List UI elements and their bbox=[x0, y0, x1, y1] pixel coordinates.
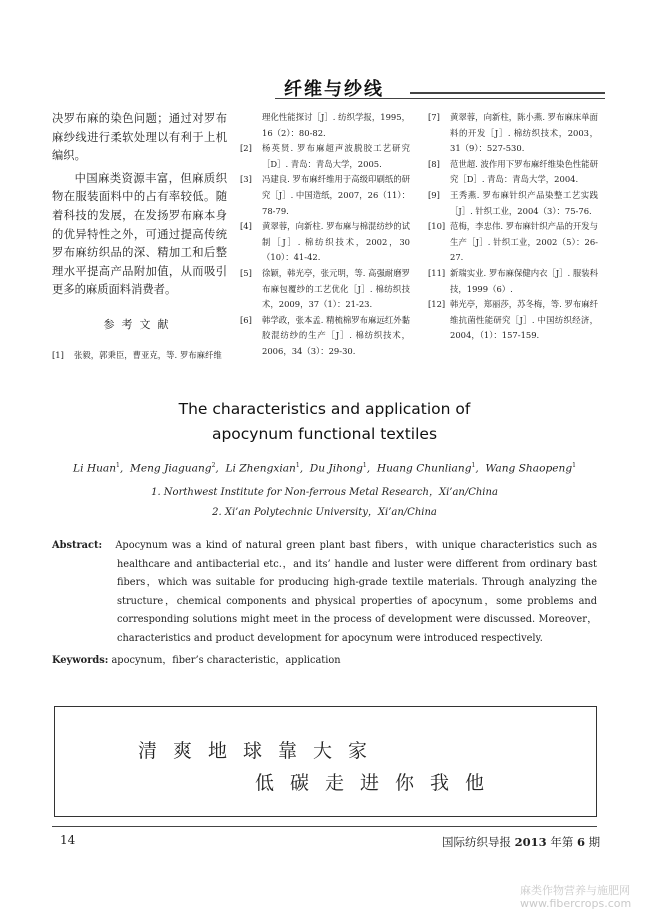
reference-number: [9] bbox=[428, 189, 440, 200]
reference-text: 韩学政，张本孟. 精梳棉罗布麻远红外黏胶混纺纱的生产［J］. 棉纺织技术，2006，34（3）：29-30. bbox=[262, 314, 410, 356]
section-title: 纤维与纱线 bbox=[284, 79, 384, 100]
reference-text: 杨英贤. 罗布麻超声波脱胶工艺研究［D］. 青岛：青岛大学，2005. bbox=[262, 143, 410, 169]
reference-number: [4] bbox=[240, 221, 252, 232]
journal-year: 2013 bbox=[514, 835, 547, 849]
footer-rule bbox=[52, 826, 597, 827]
reference-4 bbox=[240, 219, 410, 266]
author-name: Du Jihong bbox=[309, 462, 363, 475]
reference-text: 黄翠蓉，向新柱，陈小燕. 罗布麻床单面料的开发［J］. 棉纺织技术，2003，31（9）：527-530. bbox=[450, 112, 598, 154]
abstract-label: Abstract: bbox=[52, 540, 103, 551]
reference-11 bbox=[428, 266, 598, 297]
author-name: Li Huan bbox=[73, 462, 117, 475]
english-title bbox=[0, 397, 649, 447]
author-name: Huang Chunliang bbox=[376, 462, 472, 475]
header-rule bbox=[275, 98, 410, 99]
references-middle-column bbox=[240, 110, 410, 360]
reference-12 bbox=[428, 297, 598, 344]
reference-9 bbox=[428, 188, 598, 219]
reference-number: [1] bbox=[52, 350, 64, 360]
author-affiliation-mark: 1 bbox=[295, 462, 300, 469]
body-paragraph: 决罗布麻的染色问题；通过对罗布麻纱线进行柔软处理以有利于上机编织。 bbox=[52, 112, 227, 163]
abstract bbox=[52, 537, 597, 649]
reference-number: [12] bbox=[428, 299, 446, 310]
reference-number: [7] bbox=[428, 112, 440, 122]
reference-number: [5] bbox=[240, 267, 252, 278]
reference-1 bbox=[52, 348, 232, 364]
author-affiliation-mark: 1 bbox=[362, 462, 367, 469]
slogan-line-1: 清爽地球靠大家 bbox=[138, 740, 384, 762]
reference-text: 张毅，郭秉臣，曹亚克，等. 罗布麻纤维 bbox=[74, 350, 222, 360]
author-name: Li Zhengxian bbox=[225, 462, 296, 475]
reference-5 bbox=[240, 266, 410, 313]
journal-issue: 6 bbox=[576, 835, 585, 849]
author-affiliation-mark: 1 bbox=[471, 462, 476, 469]
journal-citation bbox=[442, 834, 600, 850]
reference-text: 范世超. 波作用下罗布麻纤维染色性能研究［D］. 青岛：青岛大学，2004. bbox=[450, 158, 598, 185]
reference-text: 黄翠蓉，向新柱. 罗布麻与棉混纺纱的试制［J］. 棉纺织技术，2002，30（10）：41-42. bbox=[262, 221, 410, 263]
reference-number: [3] bbox=[240, 174, 252, 185]
reference-text: 新瑞实业. 罗布麻保健内衣［J］. 服装科技，1999（6）. bbox=[450, 267, 599, 294]
reference-8 bbox=[428, 157, 598, 188]
english-title-line-2: apocynum functional textiles bbox=[211, 425, 438, 443]
reference-3 bbox=[240, 172, 410, 219]
reference-number: [8] bbox=[428, 158, 440, 169]
watermark bbox=[520, 884, 631, 910]
author-list: Li Huan$^1$, Meng Jiaguang$^2$, Li Zhengxian$^1$, Du Jihong$^1$, Huang Chunliang$^1$, Wang Shaopeng$^1$ bbox=[73, 462, 576, 475]
references-right-column bbox=[428, 110, 598, 344]
watermark-line-2: www.fibercrops.com bbox=[520, 897, 632, 910]
reference-number: [10] bbox=[428, 221, 446, 232]
reference-text: 理化性能探讨［J］. 纺织学报，1995，16（2）：80-82. bbox=[262, 112, 410, 138]
reference-2 bbox=[240, 141, 410, 172]
header-rule-thin bbox=[410, 98, 605, 99]
affiliation-1: 1. Northwest Institute for Non-ferrous Metal Research，Xi’an/China bbox=[151, 487, 498, 498]
watermark-line-1: 麻类作物营养与施肥网 bbox=[520, 884, 630, 897]
journal-year-suffix: 年第 bbox=[546, 835, 577, 849]
abstract-text: Apocynum was a kind of natural green plant bast fibers，with unique characteristics such as healthcare and antibacterial etc.，and its’ handle and luster were different from ordinary bast fibers，which was suitable for producing high-grade textile materials. Through analyzing the structure，chemical components and physical properties of apocynum，some problems and corresponding solutions might meet in the process of development were discussed. Moreover，characteristics and product development for apocynum were introduced respectively. bbox=[115, 540, 598, 644]
journal-issue-suffix: 期 bbox=[585, 835, 601, 849]
author-affiliation-mark: 1 bbox=[116, 462, 120, 469]
reference-7 bbox=[428, 110, 598, 157]
reference-1-cont bbox=[240, 110, 410, 141]
reference-10 bbox=[428, 219, 598, 266]
slogan-line-2: 低碳走进你我他 bbox=[255, 772, 501, 794]
body-paragraph: 中国麻类资源丰富，但麻质织物在服装面料中的占有率较低。随着科技的发展，在发扬罗布麻本身的优异特性之外，可通过提高传统罗布麻纺织品的深、精加工和后整理水平提高产品附加值，从而吸引更多的麻质面料消费者。 bbox=[52, 171, 227, 297]
reference-number: [6] bbox=[240, 314, 252, 325]
author-affiliation-mark: 2 bbox=[211, 462, 216, 469]
author-name: Meng Jiaguang bbox=[129, 462, 212, 475]
keywords-label: Keywords: bbox=[52, 655, 109, 666]
reference-6 bbox=[240, 313, 410, 360]
reference-text: 徐颖，韩光亭，张元明，等. 高强耐磨罗布麻包覆纱的工艺优化［J］. 棉纺织技术，2009，37（1）：21-23. bbox=[262, 267, 410, 310]
reference-text: 范梅，李忠伟. 罗布麻针织产品的开发与生产［J］. 针织工业，2002（5）：26-27. bbox=[450, 221, 598, 263]
keywords bbox=[52, 652, 341, 666]
affiliation-2: 2. Xi’an Polytechnic University，Xi’an/China bbox=[212, 507, 437, 518]
references-heading: 参考文献 bbox=[103, 318, 176, 331]
keywords-text: apocynum，fiber’s characteristic，application bbox=[111, 655, 341, 666]
page-number: 14 bbox=[60, 833, 76, 847]
english-title-line-1: The characteristics and application of bbox=[178, 400, 471, 418]
body-text-left-column bbox=[52, 110, 227, 300]
header-bar bbox=[410, 92, 605, 94]
reference-text: 冯建良. 罗布麻纤维用于高级印刷纸的研究［J］. 中国造纸，2007，26（11）：78-79. bbox=[262, 174, 410, 216]
author-affiliation-mark: 1 bbox=[572, 462, 576, 469]
author-name: Wang Shaopeng bbox=[485, 462, 573, 475]
journal-name: 国际纺织导报 bbox=[442, 835, 515, 849]
reference-number: [11] bbox=[428, 267, 446, 278]
reference-text: 韩光亭，郑丽莎，苏冬梅，等. 罗布麻纤维抗菌性能研究［J］. 中国纺织经济，2004，（1）：157-159. bbox=[450, 299, 598, 341]
reference-text: 王秀燕. 罗布麻针织产品染整工艺实践［J］. 针织工业，2004（3）：75-76. bbox=[450, 189, 598, 216]
reference-number: [2] bbox=[240, 143, 252, 154]
